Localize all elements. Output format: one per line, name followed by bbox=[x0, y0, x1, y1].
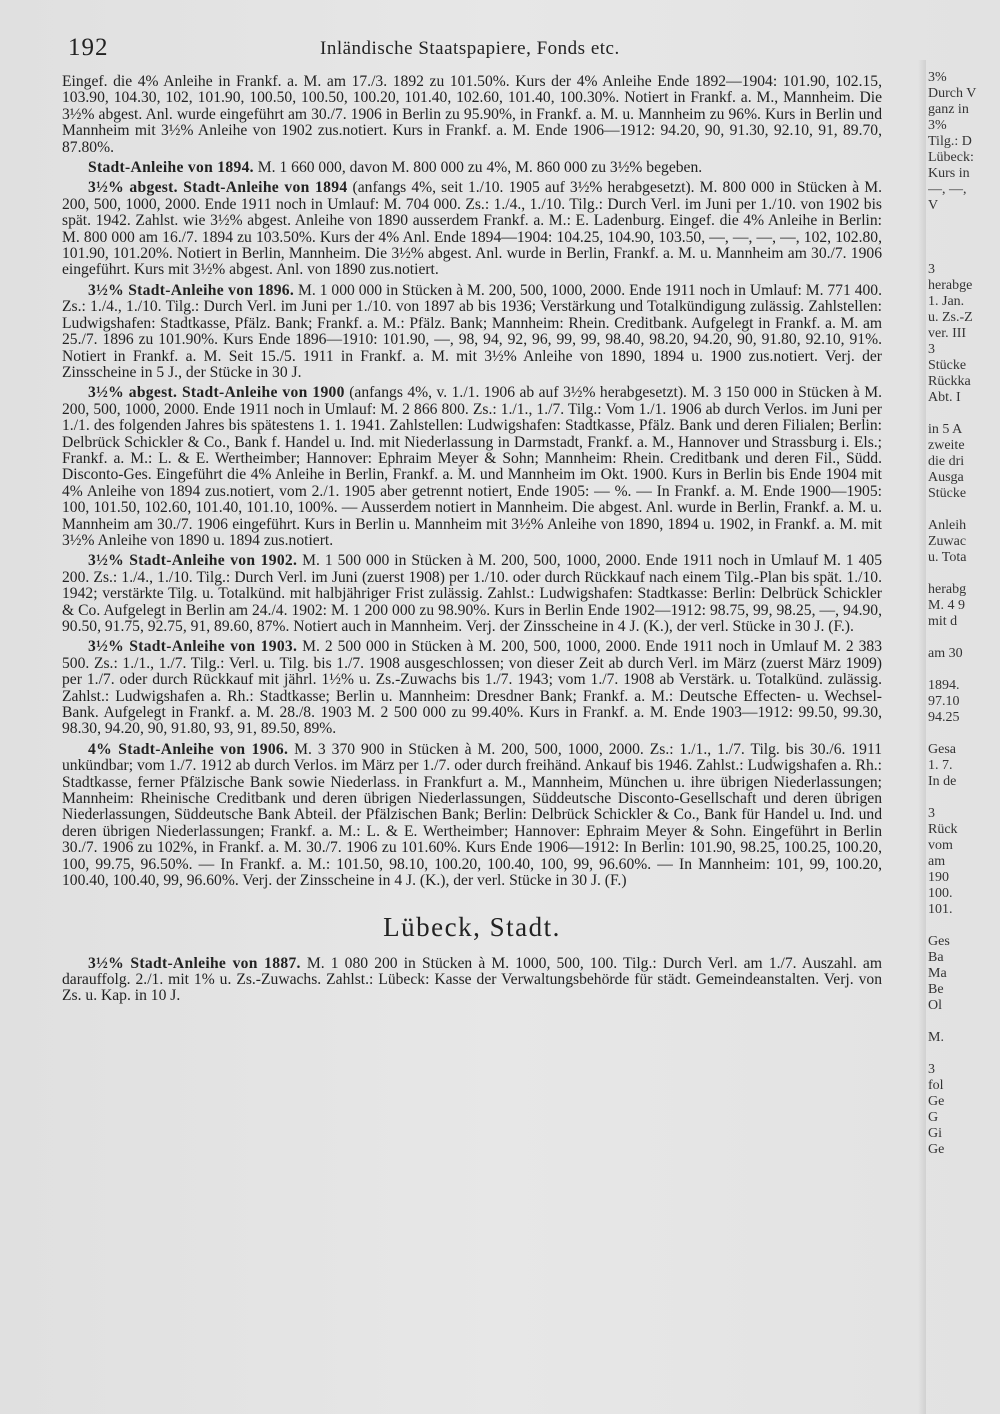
loan-heading: 4% Stadt-Anleihe von 1906. bbox=[88, 740, 289, 758]
paragraph bbox=[62, 385, 882, 549]
margin-fragment: 3 bbox=[928, 262, 935, 277]
loan-heading: 3½% abgest. Stadt-Anleihe von 1900 bbox=[88, 384, 345, 402]
paragraph-text: (anfangs 4%, v. 1./1. 1906 ab auf 3½% herabgesetzt). M. 3 150 000 in Stücken à M. 200, 500, 1000, 2000. Ende 1911 noch in Umlauf: M. 2 866 800. Zs.: 1./1., 1./7. Tilg.: Vom 1./1. 1906 ab durch Verlos. im Juni per 1./1. des folgenden Jahres bis spätestens 1. 1. 1941. Zahlstellen: Ludwigshafen: Stadtkasse, Pfälz. Bank und deren Filialen; Berlin: Delbrück Schickler & Co., Bank f. Handel u. Ind. mit Niederlassung in Darmstadt, Frankf. a. M., Hannover und Strassburg i. Els.; Frankf. a. M.: L. & E. Wertheimber; Hannover: Ephraim Meyer & Sohn; Mannheim: Rhein. Creditbank und deren Fil., Südd. Disconto-Ges. Eingeführt die 4% Anleihe in Berlin, Frankf. a. M. und Mannheim im Okt. 1900. Kurs in Berlin bis Ende 1904 mit 4% Anleihe von 1894 zus.notiert, vom 2./1. 1905 aber getrennt notiert, Ende 1905: — %. — In Frankf. a. M. Ende 1900—1905: 100, 101.50, 102.60, 101.40, 101.10, 100%. — Ausserdem notiert in Mannheim. Die abgest. Anl. wurde in Berlin, Frankf. a. M. u. Mannheim am 30./7. 1906 eingeführt. Kurs in Berlin u. Mannheim mit 3½% Anleihe von 1890, 1894 u. 1902, in Frankf. a. M. mit 3½% Anleihe von 1890 u. 1894 zus.notiert. bbox=[62, 384, 882, 549]
margin-fragment: herabg bbox=[928, 582, 967, 597]
margin-fragment: ver. III bbox=[928, 326, 967, 341]
margin-fragment: —, —, bbox=[928, 182, 967, 197]
margin-fragment: Ges bbox=[928, 934, 950, 949]
loan-heading: 3½% Stadt-Anleihe von 1903. bbox=[88, 638, 298, 656]
paragraph-text: (anfangs 4%, seit 1./10. 1905 auf 3½% herabgesetzt). M. 800 000 in Stücken à M. 200, 500, 1000, 2000. Ende 1911 noch in Umlauf: M. 704 000. Zs.: 1./4., 1./10. Tilg.: Durch Verl. im Juni per 1./10. von 1902 bis spät. 1942. Zahlst. wie 3½% abgest. Anleihe von 1890 ausserdem Frankf. a. M.: E. Ladenburg. Eingef. die 4% Anleihe in Berlin: M. 800 000 am 16./7. 1894 zu 103.50%. Kurs der 4% Anl. Ende 1894—1904: 104.25, 104.90, 103.50, —, —, —, —, 102, 102.80, 101.90, 101.20%. Notiert in Berlin, Mannheim. Die 3½% abgest. Anl. wurde in Berlin, Frankf. a. M. u. Mannheim am 30./7. 1906 eingeführt. Kurs mit 3½% abgest. Anl. von 1890 zus.notiert. bbox=[62, 179, 882, 279]
margin-fragment bbox=[928, 790, 1000, 806]
paragraph-text: M. 1 000 000 in Stücken à M. 200, 500, 1000, 2000. Ende 1911 noch in Umlauf: M. 771 400. Zs.: 1./4., 1./10. Tilg.: Durch Verl. im Juni per 1./10. von 1897 ab bis 1936; Verstärkung und Totalkündigung zulässig. Zahlstellen: Ludwigshafen: Stadtkasse, Pfälz. Bank; Frankf. a. M.: Pfälz. Bank; Mannheim: Rhein. Creditbank. Aufgelegt in Frankf. a. M. am 25./7. 1896 zu 101.90%. Kurs Ende 1896—1910: 101.90, —, 98, 94, 92, 96, 99, 99, 98.40, 98.20, 94.20, 90, 91.80, 92.10, 91%. Notiert in Frankf. a. M. Seit 15./5. 1911 in Frankf. a. M. mit 3½% Anleihe von 1890, 1894 u. 1900 zus.notiert. Verj. der Zinsscheine in 5 J., der Stücke in 30 J. bbox=[62, 281, 882, 381]
margin-fragment bbox=[928, 1046, 1000, 1062]
loan-heading: 3½% abgest. Stadt-Anleihe von 1894 bbox=[88, 179, 348, 197]
margin-fragment: herabge bbox=[928, 278, 973, 293]
margin-fragment: 1. Jan. bbox=[928, 294, 965, 309]
margin-fragment: Ausga bbox=[928, 470, 964, 485]
paragraph-text: M. 1 660 000, davon M. 800 000 zu 4%, M. 860 000 zu 3½% begeben. bbox=[253, 159, 703, 177]
margin-fragment bbox=[928, 214, 1000, 230]
margin-fragment: Rückka bbox=[928, 374, 971, 389]
paragraph-text: Eingef. die 4% Anleihe in Frankf. a. M. am 17./3. 1892 zu 101.50%. Kurs der 4% Anleihe Ende 1892—1904: 101.90, 102.15, 103.90, 104.30, 102, 101.90, 100.50, 100.50, 100.20, 101.40, 102.60, 101.40, 100.30%. Notiert in Frankf. a. M., Mannheim. Die 3½% abgest. Anl. wurde eingeführt am 30./7. 1906 in Berlin zu 95.90%, in Frankf. a. M. u. Mannheim zu 96%. Kurs in Berlin und Mannheim mit 3½% Anleihe von 1902 zus.notiert. Kurs in Frankf. a. M. Ende 1906—1912: 94.20, 90, 91.30, 92.10, 91, 89.70, 87.80%. bbox=[62, 74, 882, 156]
margin-fragment bbox=[928, 918, 1000, 934]
margin-fragment: Stücke bbox=[928, 486, 967, 501]
margin-fragment: G bbox=[928, 1110, 939, 1125]
margin-fragment: Lübeck: bbox=[928, 150, 974, 165]
loan-heading: Stadt-Anleihe von 1894. bbox=[88, 159, 254, 177]
margin-fragment: 3 bbox=[928, 1062, 935, 1077]
margin-fragment: M. 4 9 bbox=[928, 598, 965, 613]
margin-fragment: 100. bbox=[928, 886, 953, 901]
paragraph bbox=[62, 742, 882, 890]
margin-fragment: 97.10 bbox=[928, 694, 960, 709]
paragraph-text: M. 1 500 000 in Stücken à M. 200, 500, 1000, 2000. Ende 1911 noch in Umlauf M. 1 405 200. Zs.: 1./4., 1./10. Tilg.: Durch Verl. im Juni (zuerst 1908) per 1./10. oder durch Rückkauf nach einem Tilg.-Plan bis spät. 1./10. 1942; verstärkte Tilg. u. Totalkünd. mit halbjähriger Frist zulässig. Zahlst.: Ludwigshafen: Stadtkasse: Berlin: Delbrück Schickler & Co. Aufgelegt in Berlin am 24./4. 1902: M. 1 200 000 zu 98.90%. Kurs in Berlin Ende 1902—1912: 98.75, 99, 98.25, —, 94.90, 90.50, 91.75, 92.75, 91, 89.60, 87%. Notiert auch in Mannheim. Verj. der Zinsscheine in 4 J. (K.), der verl. Stücke in 30 J. (F.). bbox=[62, 552, 882, 635]
paragraph bbox=[62, 553, 882, 635]
margin-fragment bbox=[928, 630, 1000, 646]
margin-fragment: Kurs in bbox=[928, 166, 970, 181]
margin-fragment: vom bbox=[928, 838, 953, 853]
margin-fragment: zweite bbox=[928, 438, 965, 453]
margin-fragment: Durch V bbox=[928, 86, 977, 101]
margin-fragment: Ge bbox=[928, 1094, 945, 1109]
margin-fragment: 3 bbox=[928, 806, 935, 821]
margin-fragment: 3% bbox=[928, 118, 947, 133]
paragraph-text: M. 3 370 900 in Stücken à M. 200, 500, 1000, 2000. Zs.: 1./1., 1./7. Tilg. bis 30./6. 1911 unkündbar; vom 1./7. 1912 ab durch Verlos. im März per 1./7. oder durch freihänd. Ankauf bis 1946. Zahlst.: Ludwigshafen a. Rh.: Stadtkasse, ferner Pfälzische Bank sowie Niederlass. in Frankfurt a. M., Mannheim, München u. ihre übrigen Niederlassungen; Mannheim: Rheinische Creditbank und deren übrigen Niederlassungen, Süddeutsche Disconto-Gesellschaft und deren übrigen Niederlassungen, Süddeutsche Bank Abteil. der Pfälzischen Bank; Berlin: Delbrück Schickler & Co., Bank für Handel u. Ind. und deren übrigen Niederlassungen; Frankf. a. M.: L. & E. Wertheimber; Hannover: Ephraim Meyer & Sohn. Eingeführt in Berlin 30./7. 1906 zu 102%, in Frankf. a. M. 30./7. 1906 zu 101.60%. Kurs Ende 1906—1912: In Berlin: 101.90, 98.25, 100.25, 100.20, 100, 99.75, 96.50%. — In Frankf. a. M.: 101.50, 98.10, 100.20, 100.40, 100, 99, 96.60%. — In Mannheim: 101, 99, 100.20, 100.40, 100.40, 99, 96.60%. Verj. der Zinsscheine in 4 J. (K.), der verl. Stücke in 30 J. (F.) bbox=[62, 740, 882, 890]
paragraph-list bbox=[62, 74, 882, 890]
margin-fragment: 101. bbox=[928, 902, 953, 917]
margin-fragment: 94.25 bbox=[928, 710, 960, 725]
paragraph bbox=[62, 160, 882, 176]
margin-fragment: am 30 bbox=[928, 646, 963, 661]
page-edge-shadow bbox=[918, 60, 926, 1414]
margin-fragment bbox=[928, 406, 1000, 422]
margin-fragment bbox=[928, 502, 1000, 518]
paragraph-text: M. 2 500 000 in Stücken à M. 200, 500, 1000, 2000. Ende 1911 noch in Umlauf M. 2 383 500. Zs.: 1./1., 1./7. Tilg.: Verl. u. Tilg. bis 1./7. 1908 ausgeschlossen; von dieser Zeit ab durch Verl. im März (zuerst März 1909) per 1./7. oder durch Rückkauf mit jährl. 1½% u. Zs.-Zuwachs bis 1./7. 1943; vom 1./7. 1908 ab Verstärk. u. Totalkünd. zulässig. Zahlst.: Ludwigshafen a. Rh.: Stadtkasse; Berlin u. Mannheim: Dresdner Bank; Frankf. a. M.: Deutsche Effecten- u. Wechsel-Bank. Aufgelegt in Frankf. a. M. 28./8. 1903 M. 2 500 000 zu 99.40%. Kurs in Frankf. a. M. Ende 1903—1912: 99.50, 99.30, 98.30, 94.20, 90, 91.80, 93, 91, 89.50, 89%. bbox=[62, 638, 882, 738]
margin-fragment: M. bbox=[928, 1030, 944, 1045]
margin-fragment: ganz in bbox=[928, 102, 969, 117]
paragraph bbox=[62, 283, 882, 381]
margin-fragment bbox=[928, 566, 1000, 582]
margin-fragment: V bbox=[928, 198, 939, 213]
margin-fragment: Ol bbox=[928, 998, 942, 1013]
margin-fragment: fol bbox=[928, 1078, 944, 1093]
margin-fragment: Anleih bbox=[928, 518, 967, 533]
margin-fragment: Ba bbox=[928, 950, 944, 965]
section-paragraph bbox=[62, 956, 882, 1005]
margin-fragment: u. Tota bbox=[928, 550, 967, 565]
paragraph bbox=[62, 639, 882, 737]
loan-heading: 3½% Stadt-Anleihe von 1896. bbox=[88, 281, 295, 299]
margin-fragment: Gi bbox=[928, 1126, 942, 1141]
margin-fragment: 190 bbox=[928, 870, 949, 885]
margin-fragment: 1. 7. bbox=[928, 758, 953, 773]
margin-fragment: In de bbox=[928, 774, 957, 789]
margin-fragment: Rück bbox=[928, 822, 958, 837]
margin-fragment: Tilg.: D bbox=[928, 134, 972, 149]
margin-fragment: 1894. bbox=[928, 678, 960, 693]
paragraph-text: M. 1 080 200 in Stücken à M. 1000, 500, 100. Tilg.: Durch Verl. am 1./7. Auszahl. am darauffolg. 2./1. mit 1% u. Zs.-Zuwachs. Zahlst.: Lübeck: Kasse der Verwaltungsbehörde für städt. Gemeindeanstalten. Verj. von Zs. u. Kap. in 10 J. bbox=[62, 954, 882, 1005]
margin-fragment: Stücke bbox=[928, 358, 967, 373]
adjacent-page-margin-fragments bbox=[928, 70, 1000, 1410]
margin-fragment: Gesa bbox=[928, 742, 956, 757]
margin-fragment: in 5 A bbox=[928, 422, 963, 437]
paragraph bbox=[62, 180, 882, 278]
loan-heading: 3½% Stadt-Anleihe von 1902. bbox=[88, 552, 298, 570]
page-header bbox=[0, 30, 1000, 70]
margin-fragment: mit d bbox=[928, 614, 958, 629]
running-title: Inländische Staatspapiere, Fonds etc. bbox=[320, 38, 620, 59]
margin-fragment: die dri bbox=[928, 454, 965, 469]
margin-fragment bbox=[928, 726, 1000, 742]
margin-fragment: 3 bbox=[928, 342, 935, 357]
margin-fragment bbox=[928, 230, 1000, 246]
main-text-column bbox=[62, 74, 882, 1394]
margin-fragment bbox=[928, 1014, 1000, 1030]
page-number: 192 bbox=[68, 34, 109, 61]
margin-fragment bbox=[928, 246, 1000, 262]
margin-fragment: Zuwac bbox=[928, 534, 967, 549]
margin-fragment: am bbox=[928, 854, 946, 869]
paragraph bbox=[62, 74, 882, 156]
section-heading-luebeck: Lübeck, Stadt. bbox=[383, 911, 561, 942]
margin-fragment: Abt. I bbox=[928, 390, 961, 405]
margin-fragment: Be bbox=[928, 982, 944, 997]
margin-fragment: Ma bbox=[928, 966, 947, 981]
loan-heading: 3½% Stadt-Anleihe von 1887. bbox=[88, 954, 301, 972]
margin-fragment bbox=[928, 662, 1000, 678]
margin-fragment: Ge bbox=[928, 1142, 945, 1157]
margin-fragment: u. Zs.-Z bbox=[928, 310, 973, 325]
margin-fragment: 3% bbox=[928, 70, 947, 85]
